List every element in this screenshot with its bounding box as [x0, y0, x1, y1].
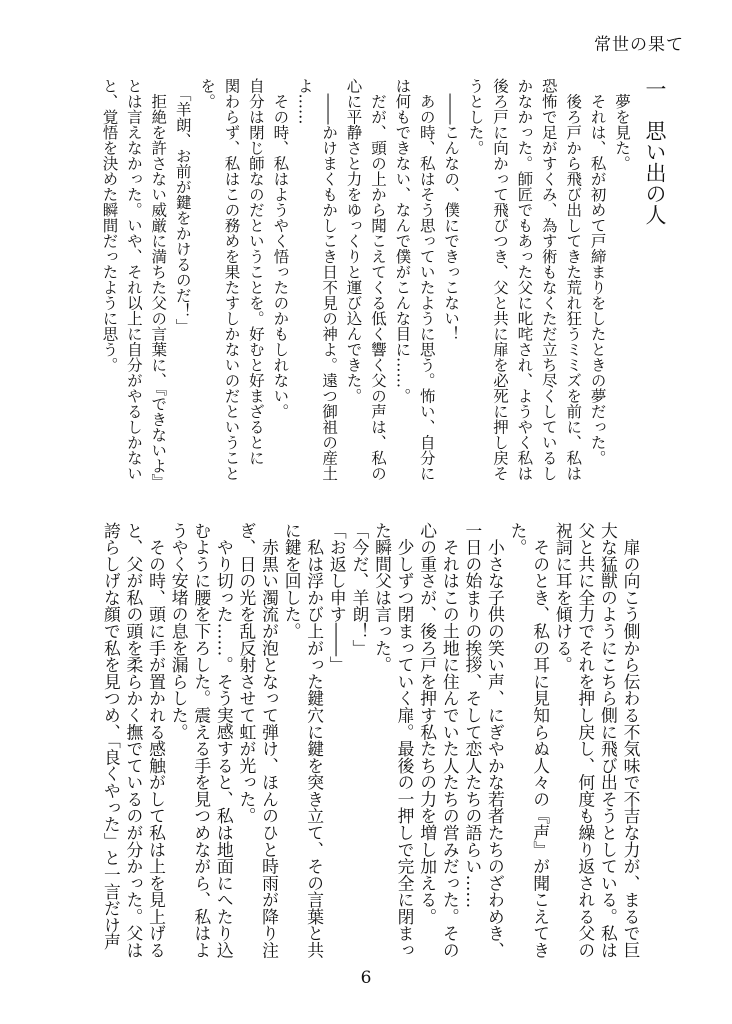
text-line: 扉の向こう側から伝わる不気味で不吉な力が、まるで巨 — [621, 522, 641, 959]
text-line: その時、私はようやく悟ったのかもしれない。 — [271, 78, 290, 419]
text-line: 関わらず、私はこの務めを果たすしかないのだということ — [222, 78, 241, 481]
text-line: それは、私が初めて戸締まりをしたときの夢だった。 — [588, 78, 607, 466]
text-line: と、父が私の頭を柔らかく撫でているのが分かった。父は — [123, 522, 144, 959]
text-line: ――かけまくもかしこき日不見の神よ。遠つ御祖の産土 — [320, 78, 339, 481]
text-line: た。 — [508, 522, 529, 556]
text-line: 心に平静さと力をゆっくりと運び込んできた。 — [344, 78, 363, 404]
text-line: 「羊朗、お前が鍵をかけるのだ！」 — [173, 78, 192, 334]
text-line: 自分は閉じ師なのだということを。好むと好まざるとに — [246, 78, 265, 466]
text-line: に鍵を回した。 — [282, 522, 303, 640]
text-line: よ…… — [295, 78, 314, 125]
text-line: 小さな子供の笑い声、にぎやかな若者たちのざわめき、 — [485, 522, 506, 959]
text-line: 一日の始まりの挨拶、そして恋人たちの語らい…… — [462, 522, 483, 909]
text-line: かなかった。師匠でもあった父に叱咤され、ようやく私は — [515, 78, 534, 481]
chapter-heading: 一 思い出の人 — [643, 78, 667, 225]
text-line: ――こんなの、僕にできっこない！ — [442, 78, 461, 342]
text-line: 夢を見た。 — [613, 78, 631, 171]
text-line: 恐怖で足がすくみ、為す術もなくただ立ち尽くしているし — [539, 78, 558, 481]
text-line: うやく安堵の息を漏らした。 — [169, 522, 190, 741]
text-line: 心の重さが、後ろ戸を押す私たちの力を増し加える。 — [417, 522, 438, 925]
text-line: ぎ、日の光を乱反射させて虹が光った。 — [236, 522, 257, 825]
text-line: は何もできない、なんで僕がこんな目に……。 — [393, 78, 412, 404]
text-line: そのとき、私の耳に見知らぬ人々の『声』が聞こえてき — [530, 522, 551, 959]
text-line: 後ろ戸から飛び出してきた荒れ狂うミミズを前に、私は — [564, 78, 583, 481]
text-line: うとした。 — [466, 78, 485, 156]
text-line: 「今だ、羊朗！」 — [349, 522, 370, 657]
text-line: 拒絶を許さない威厳に満ちた父の言葉に、『できないよ』 — [149, 78, 168, 489]
text-line: やり切った……。そう実感すると、私は地面にへたり込 — [214, 522, 235, 959]
text-line: を。 — [198, 78, 217, 109]
text-line: だが、頭の上から聞こえてくる低く響く父の声は、私の — [368, 78, 387, 481]
text-line: 誇らしげな顔で私を見つめ、「良くやった」と一言だけ声 — [101, 522, 122, 951]
text-line: 父と共に全力でそれを押し戻し、何度も繰り返される父の — [575, 522, 596, 959]
text-line: 大な猛獣のようにこちら側に飛び出そうとしている。私は — [598, 522, 619, 959]
text-line: 後ろ戸に向かって飛びつき、父と共に扉を必死に押し戻そ — [490, 78, 509, 481]
text-line: 祝詞に耳を傾ける。 — [553, 522, 574, 674]
text-line: 「お返し申す――」 — [327, 522, 348, 674]
text-line: と、覚悟を決めた瞬間だったように思う。 — [100, 78, 119, 373]
text-line: 赤黒い濁流が泡となって弾け、ほんのひと時雨が降り注 — [259, 522, 280, 959]
running-title: 常世の果て — [594, 35, 684, 55]
text-line: た瞬間父は言った。 — [372, 522, 393, 674]
upper-text-tier — [97, 78, 670, 498]
text-line: むように腰を下ろした。震える手を見つめながら、私はよ — [191, 522, 212, 959]
page-number: 6 — [360, 968, 372, 988]
text-line: 少しずつ閉まっていく扉。最後の一押しで完全に閉まっ — [395, 522, 416, 959]
text-line: とは言えなかった。いや、それ以上に自分がやるしかない — [124, 78, 143, 481]
text-line: それはこの土地に住んでいた人たちの営みだった。その — [440, 522, 461, 959]
text-line: その時、頭に手が置かれる感触がして私は上を見上げる — [146, 522, 167, 959]
lower-text-tier — [100, 522, 642, 967]
text-line: あの時、私はそう思っていたように思う。怖い、自分に — [417, 78, 436, 481]
text-line: 私は浮かび上がった鍵穴に鍵を突き立て、その言葉と共 — [304, 522, 325, 959]
